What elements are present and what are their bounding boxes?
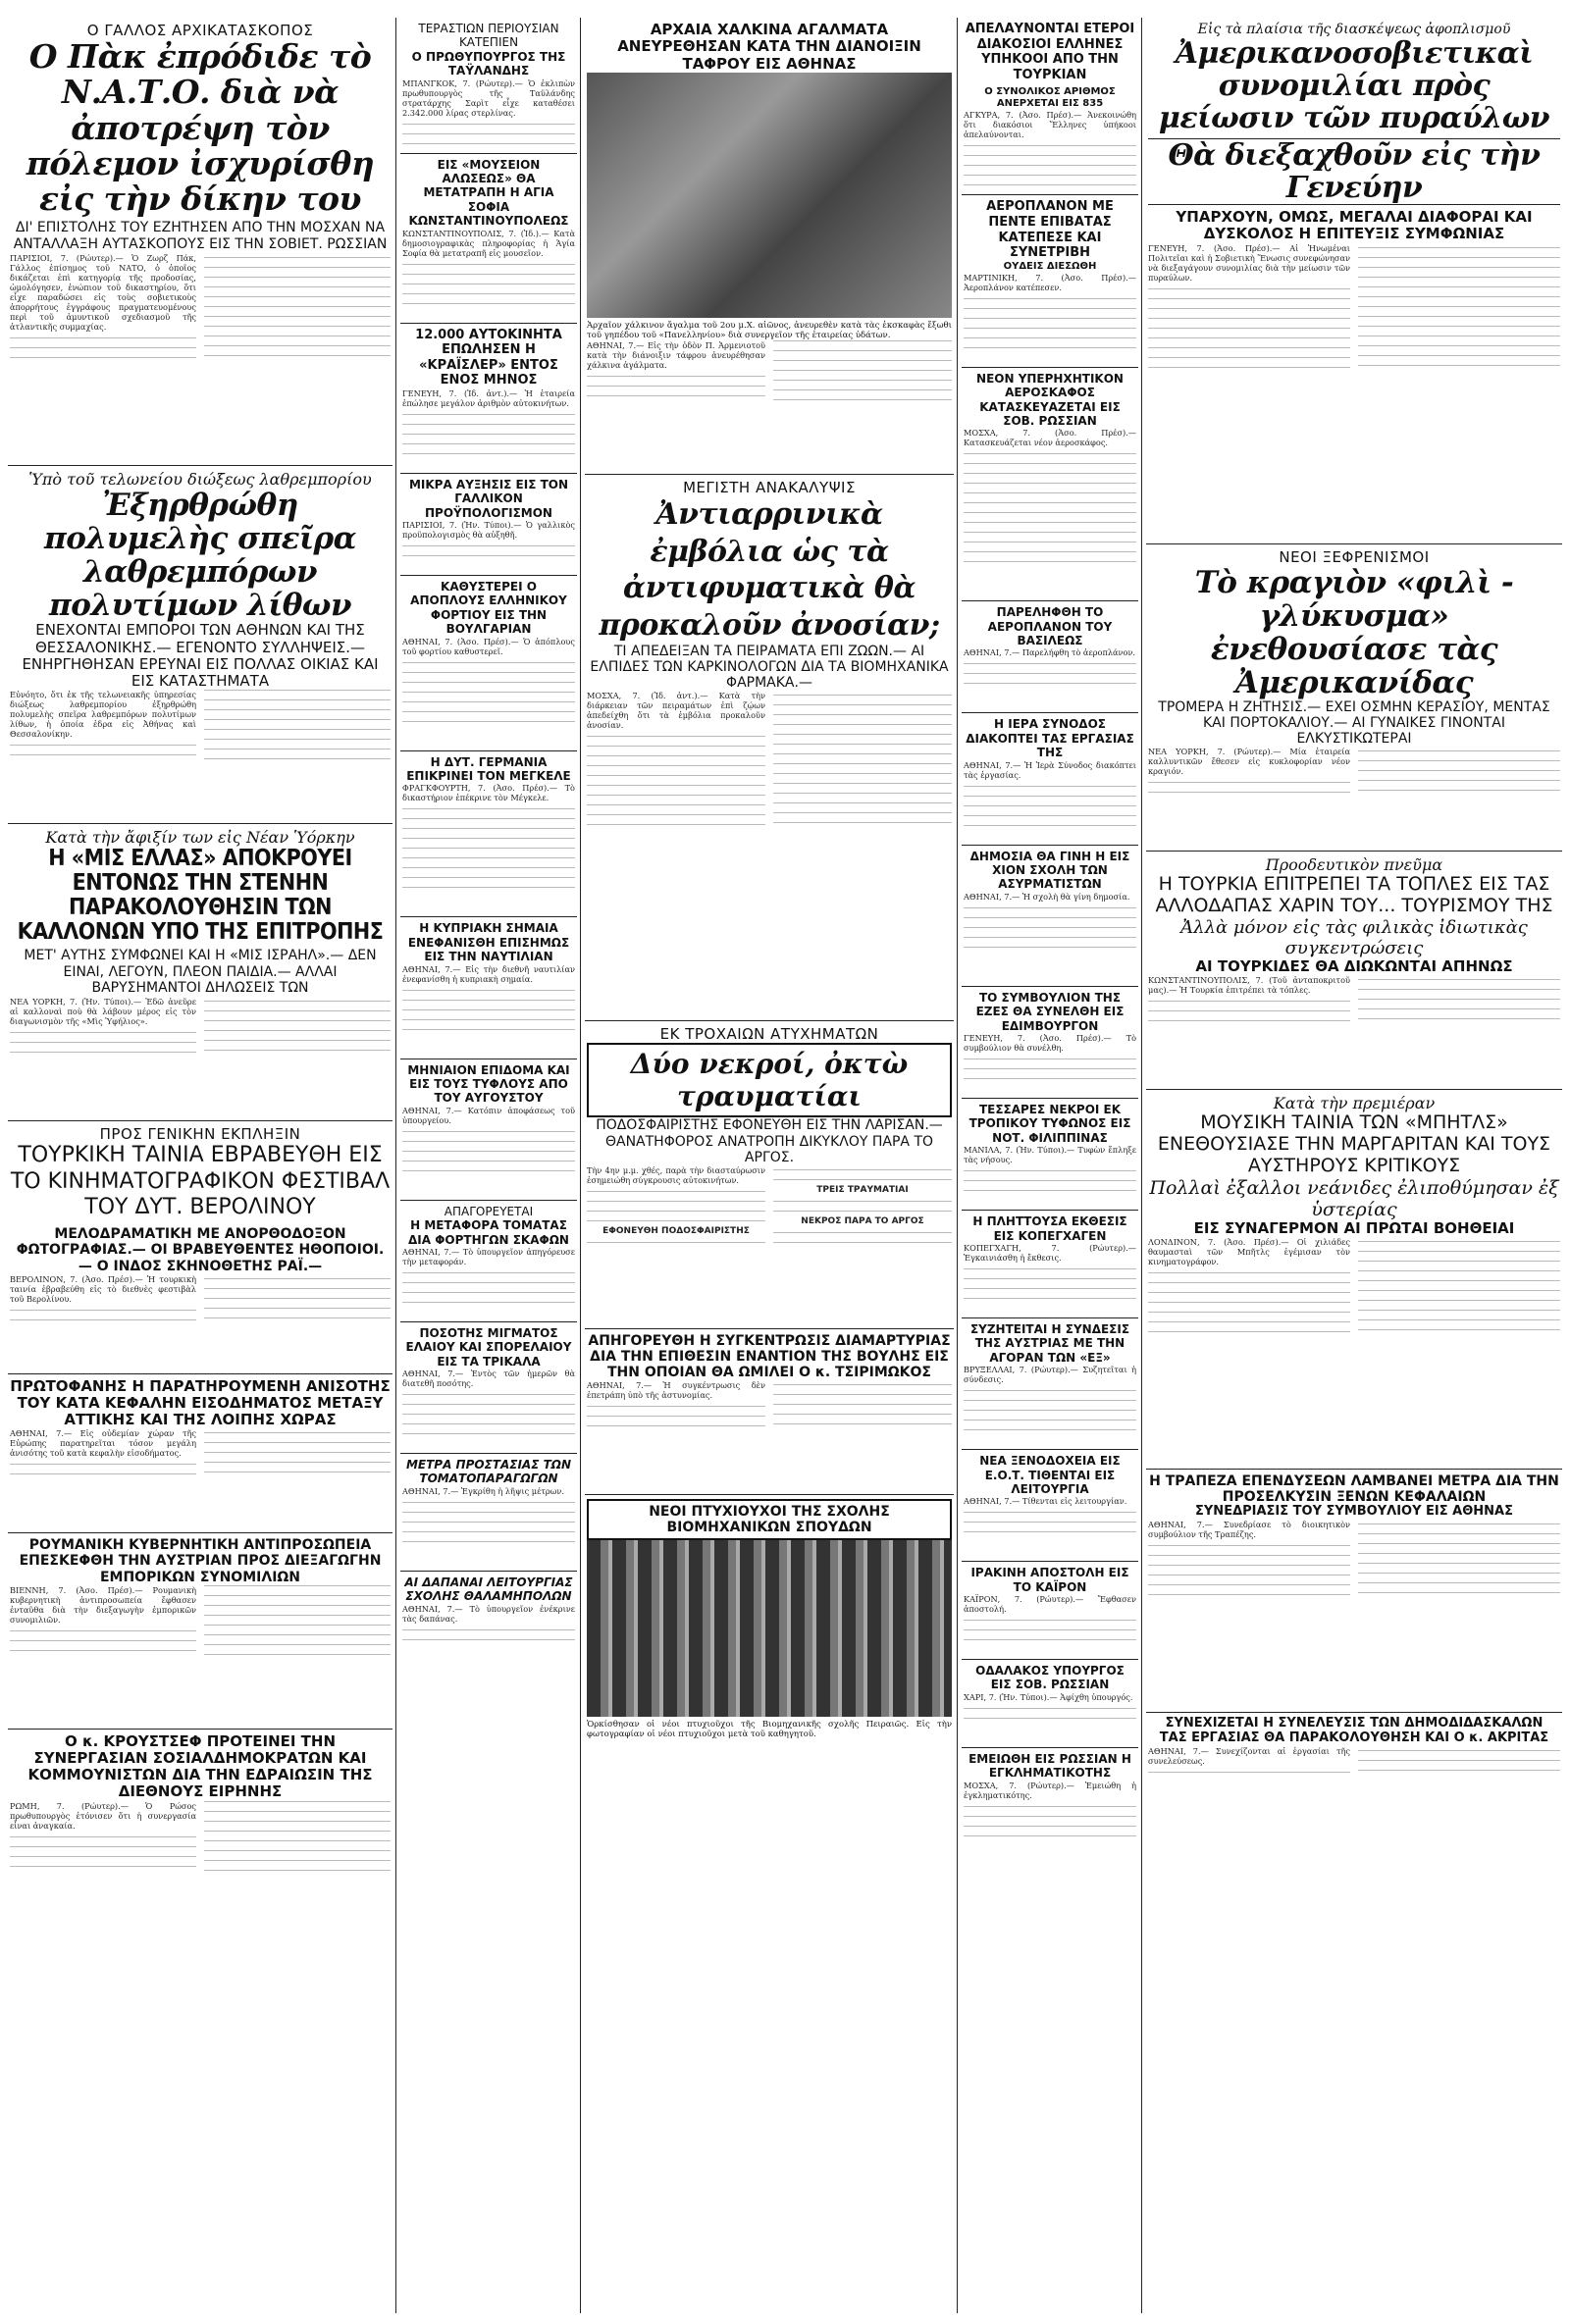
article-body: ΒΕΡΟΛΙΝΟΝ, 7. (Ἀσο. Πρέσ).— Ἡ τουρκικὴ ταινία ἐβραβεύθη εἰς τὸ διεθνὲς φεστιβὰλ τοῦ Βερολίνου.	[10, 1274, 391, 1368]
article-body: ΚΩΝΣΤΑΝΤΙΝΟΥΠΟΛΙΣ, 7. (Ἰδ.).— Κατὰ δημοσιογραφικὰς πληροφορίας ἡ Ἁγία Σοφία θὰ μετατραπῆ εἰς μουσεῖον.	[402, 229, 575, 317]
article-body: ΜΟΣΧΑ, 7. (Ἰδ. ἀντ.).— Κατὰ τὴν διάρκειαν τῶν πειραμάτων ἐπὶ ζῴων ἀπεδείχθη ὅτι τὰ ἐμβόλια προκαλοῦν ἀνοσίαν.	[587, 691, 952, 1014]
article-beatles	[1146, 1090, 1562, 1470]
article-body: Τὴν 4ην μ.μ. χθές, παρὰ τὴν διασταύρωσιν ἐσημειώθη σύγκρουσις αὐτοκινήτων. ΕΦΟΝΕΥΘΗ ΠΟΔΟΣΦΑΙΡΙΣΤΗΣ ΤΡΕΙΣ ΤΡΑΥΜΑΤΙΑΙ ΝΕΚΡΟΣ ΠΑΡΑ ΤΟ ΑΡΓΟΣ	[587, 1165, 952, 1322]
article-vaccines	[585, 475, 954, 1021]
column-1	[8, 18, 392, 1954]
headline: ΜΕΤΡΑ ΠΡΟΣΤΑΣΙΑΣ ΤΩΝ ΤΟΜΑΤΟΠΑΡΑΓΩΓΩΝ	[405, 1458, 572, 1486]
kicker: Ὑπὸ τοῦ τελωνείου διώξεως λαθρεμπορίου	[28, 470, 372, 490]
headline: ΕΙΣ «ΜΟΥΣΕΙΟΝ ΑΛΩΣΕΩΣ» ΘΑ ΜΕΤΑΤΡΑΠΗ Η ΑΓΙΑ ΣΟΦΙΑ ΚΩΝΣΤΑΝΤΙΝΟΥΠΟΛΕΩΣ	[408, 157, 569, 229]
column-rule	[580, 18, 581, 2313]
article-king-plane	[962, 601, 1138, 713]
article-parliament-protest	[585, 1329, 954, 1495]
article-body: ΜΠΑΝΓΚΟΚ, 7. (Ρώυτερ).— Ὁ ἐκλιπὼν πρωθυπουργὸς τῆς Ταϋλάνδης στρατάρχης Σαρὶτ εἶχε καταθέσει 2.342.000 λίρας στερλίνας.	[402, 78, 575, 147]
article-efta-council	[962, 987, 1138, 1099]
article-plane-crash	[962, 195, 1138, 367]
article-body: ΑΘΗΝΑΙ, 7.— Ἡ Ἱερὰ Σύνοδος διακόπτει τὰς ἐργασίας.	[964, 760, 1136, 839]
article-income	[8, 1374, 392, 1534]
article-typhoon	[962, 1099, 1138, 1211]
headline: Τὸ κραγιὸν «φιλὶ - γλύκυσμα» ἐνεθουσίασε τὰς Ἀμερικανίδας	[1194, 564, 1514, 700]
article-hagia-sophia	[400, 154, 577, 324]
kicker: Προοδευτικὸν πνεῦμα	[1265, 855, 1443, 875]
article-investment-bank	[1146, 1470, 1562, 1713]
headline: ΠΟΣΟΤΗΣ ΜΙΓΜΑΤΟΣ ΕΛΑΙΟΥ ΚΑΙ ΣΠΟΡΕΛΑΙΟΥ ΕΙΣ ΤΑ ΤΡΙΚΑΛΑ	[405, 1325, 572, 1369]
subheadline: ΠΟΔΟΣΦΑΙΡΙΣΤΗΣ ΕΦΟΝΕΥΘΗ ΕΙΣ ΤΗΝ ΛΑΡΙΣΑΝ.— ΘΑΝΑΤΗΦΟΡΟΣ ΑΝΑΤΡΟΠΗ ΔΙΚΥΚΛΟΥ ΠΑΡΑ ΤΟ ΑΡΓΟΣ.	[596, 1117, 943, 1165]
article-body: ΚΩΝΣΤΑΝΤΙΝΟΥΠΟΛΙΣ, 7. (Τοῦ ἀνταποκριτοῦ μας).— Ἡ Τουρκία ἐπιτρέπει τὰ τόπλες.	[1148, 975, 1560, 1083]
headline: ΡΟΥΜΑΝΙΚΗ ΚΥΒΕΡΝΗΤΙΚΗ ΑΝΤΙΠΡΟΣΩΠΕΙΑ ΕΠΕΣΚΕΦΘΗ ΤΗΝ ΑΥΣΤΡΙΑΝ ΠΡΟΣ ΔΙΕΞΑΓΩΓΗΝ ΕΜΠΟΡΙΚΩΝ ΣΥΝΟΜΙΛΙΩΝ	[19, 1537, 382, 1585]
article-smuggling	[8, 466, 392, 824]
subheadline: Ο ΣΥΝΟΛΙΚΟΣ ΑΡΙΘΜΟΣ ΑΝΕΡΧΕΤΑΙ ΕΙΣ 835	[984, 86, 1116, 110]
kicker: ΠΡΟΣ ΓΕΝΙΚΗΝ ΕΚΠΛΗΞΙΝ	[99, 1125, 301, 1144]
headline: Ο κ. ΚΡΟΥΣΤΣΕΦ ΠΡΟΤΕΙΝΕΙ ΤΗΝ ΣΥΝΕΡΓΑΣΙΑΝ ΣΟΣΙΑΛΔΗΜΟΚΡΑΤΩΝ ΚΑΙ ΚΟΜΜΟΥΝΙΣΤΩΝ ΔΙΑ ΤΗΝ ΕΔΡΑΙΩΣΙΝ ΤΗΣ ΔΙΕΘΝΟΥΣ ΕΙΡΗΝΗΣ	[27, 1731, 373, 1801]
article-body: ΑΘΗΝΑΙ, 7.— Εἰς οὐδεμίαν χώραν τῆς Εὐρώπης παρατηρεῖται τόσον μεγάλη ἀνισότης τοῦ κατὰ κεφαλὴν εἰσοδήματος.	[10, 1428, 391, 1526]
headline: ΜΟΥΣΙΚΗ ΤΑΙΝΙΑ ΤΩΝ «ΜΠΗΤΛΣ» ΕΝΕΘΟΥΣΙΑΣΕ ΤΗΝ ΜΑΡΓΑΡΙΤΑΝ ΚΑΙ ΤΟΥΣ ΑΥΣΤΗΡΟΥΣ ΚΡΙΤΙΚΟΥΣ	[1157, 1111, 1551, 1176]
headline: ΣΥΖΗΤΕΙΤΑΙ Η ΣΥΝΔΕΣΙΣ ΤΗΣ ΑΥΣΤΡΙΑΣ ΜΕ ΤΗΝ ΑΓΟΡΑΝ ΤΩΝ «ΕΞ»	[969, 1321, 1130, 1365]
article-body: ΑΘΗΝΑΙ, 7.— Τίθενται εἰς λειτουργίαν.	[964, 1496, 1136, 1555]
headline: ΑΕΡΟΠΛΑΝΟΝ ΜΕ ΠΕΝΤΕ ΕΠΙΒΑΤΑΣ ΚΑΤΕΠΕΣΕ ΚΑΙ ΣΥΝΕΤΡΙΒΗ	[986, 199, 1114, 261]
article-pak-nato	[8, 18, 392, 466]
article-body: ΜΟΣΧΑ, 7. (Ρώυτερ).— Ἐμειώθη ἡ ἐγκληματικότης.	[964, 1781, 1136, 1849]
article-lipstick	[1146, 544, 1562, 852]
article-body: ΑΘΗΝΑΙ, 7.— Τὸ ὑπουργεῖον ἐνέκρινε τὰς δαπάνας.	[402, 1604, 575, 1653]
subheadline: ΔΙ' ΕΠΙΣΤΟΛΗΣ ΤΟΥ ΕΖΗΤΗΣΕΝ ΑΠΟ ΤΗΝ ΜΟΣΧΑΝ ΝΑ ΑΝΤΑΛΛΑΞΗ ΑΥΤΑΣΚΟΠΟΥΣ ΕΙΣ ΤΗΝ ΣΟΒΙΕΤ. ΡΩΣΣΙΑΝ	[13, 220, 388, 253]
article-body: ΑΘΗΝΑΙ, 7.— Εἰς τὴν διεθνῆ ναυτιλίαν ἐνεφανίσθη ἡ κυπριακὴ σημαία.	[402, 964, 575, 1053]
article-body: ΑΘΗΝΑΙ, 7.— Εἰς τὴν ὁδὸν Π. Ἀρμενιοτοῦ κατὰ τὴν διάνοιξιν τάφρου ἀνευρέθησαν χάλκινα ἀγάλματα.	[587, 340, 952, 468]
headline: ΝΕΟΝ ΥΠΕΡΗΧΗΤΙΚΟΝ ΑΕΡΟΣΚΑΦΟΣ ΚΑΤΑΣΚΕΥΑΖΕΤΑΙ ΕΙΣ ΣΟΒ. ΡΩΣΣΙΑΝ	[976, 371, 1124, 428]
article-body: ΠΑΡΙΣΙΟΙ, 7. (Ἡν. Τύποι).— Ὁ γαλλικὸς προϋπολογισμὸς θὰ αὐξηθῆ.	[402, 520, 575, 569]
article-body: ΒΙΕΝΝΗ, 7. (Ἀσο. Πρέσ).— Ρουμανικὴ κυβερνητικὴ ἀντιπροσωπεία ἔφθασεν ἐνταῦθα διὰ τὴν διεξαγωγὴν ἐμπορικῶν συνομιλιῶν.	[10, 1585, 391, 1723]
headline: ΑΠΗΓΟΡΕΥΘΗ Η ΣΥΓΚΕΝΤΡΩΣΙΣ ΔΙΑΜΑΡΤΥΡΙΑΣ ΔΙΑ ΤΗΝ ΕΠΙΘΕΣΙΝ ΕΝΑΝΤΙΟΝ ΤΗΣ ΒΟΥΛΗΣ ΕΙΣ ΤΗΝ ΟΠΟΙΑΝ ΘΑ ΩΜΙΛΕΙ Ο κ. ΤΣΙΡΙΜΩΚΟΣ	[588, 1332, 951, 1380]
article-body: ΝΕΑ ΥΟΡΚΗ, 7. (Ἡν. Τύποι).— Ἐδῶ ἀνεῦρε αἱ καλλοναὶ ποὺ θὰ λάβουν μέρος εἰς τὸν διαγωνισμὸν τῆς «Μὶς Ὑφήλιος».	[10, 997, 391, 1114]
subheadline: ΤΑΣ ΕΡΓΑΣΙΑΣ ΘΑ ΠΑΡΑΚΟΛΟΥΘΗΣΗ ΚΑΙ Ο κ. ΑΚΡΙΤΑΣ	[1159, 1730, 1549, 1745]
headline: ΝΕΑ ΞΕΝΟΔΟΧΕΙΑ ΕΙΣ Ε.Ο.Τ. ΤΙΘΕΝΤΑΙ ΕΙΣ ΛΕΙΤΟΥΡΓΙΑ	[979, 1454, 1121, 1496]
kicker: ΕΚ ΤΡΟΧΑΙΩΝ ΑΤΥΧΗΜΑΤΩΝ	[659, 1025, 879, 1044]
headline: ΠΑΡΕΛΗΦΘΗ ΤΟ ΑΕΡΟΠΛΑΝΟΝ ΤΟΥ ΒΑΣΙΛΕΩΣ	[987, 605, 1113, 648]
column-rule	[395, 18, 396, 2313]
article-body: ΒΡΥΞΕΛΛΑΙ, 7. (Ρώυτερ).— Συζητεῖται ἡ σύνδεσις.	[964, 1365, 1136, 1443]
article-body: ΓΕΝΕΥΗ, 7. (Ἀσο. Πρέσ).— Τὸ συμβούλιον θὰ συνέλθη.	[964, 1033, 1136, 1092]
headline-secondary: Θὰ διεξαχθοῦν εἰς τὴν Γενεύην	[1148, 138, 1560, 205]
kicker: Εἰς τὰ πλαίσια τῆς διασκέψεως ἀφοπλισμοῦ	[1197, 22, 1511, 37]
article-body: ΛΟΝΔΙΝΟΝ, 7. (Ἀσο. Πρέσ).— Οἱ χιλιάδες θαυμασταὶ τῶν Μπῆτλς ἐγέμισαν τὸν κινηματογράφον.	[1148, 1237, 1560, 1463]
headline: ΤΟΥΡΚΙΚΗ ΤΑΙΝΙΑ ΕΒΡΑΒΕΥΘΗ ΕΙΣ ΤΟ ΚΙΝΗΜΑΤΟΓΡΑΦΙΚΟΝ ΦΕΣΤΙΒΑΛ ΤΟΥ ΔΥΤ. ΒΕΡΟΛΙΝΟΥ	[10, 1143, 391, 1219]
headline: ΠΡΩΤΟΦΑΝΗΣ Η ΠΑΡΑΤΗΡΟΥΜΕΝΗ ΑΝΙΣΟΤΗΣ ΤΟΥ ΚΑΤΑ ΚΕΦΑΛΗΝ ΕΙΣΟΔΗΜΑΤΟΣ ΜΕΤΑΞΥ ΑΤΤΙΚΗΣ ΚΑΙ ΤΗΣ ΛΟΙΠΗΣ ΧΩΡΑΣ	[10, 1376, 391, 1429]
headline: ΣΥΝΕΧΙΖΕΤΑΙ Η ΣΥΝΕΛΕΥΣΙΣ ΤΩΝ ΔΗΜΟΔΙΔΑΣΚΑΛΩΝ	[1165, 1716, 1544, 1730]
article-body: ΑΘΗΝΑΙ, 7.— Ἐντὸς τῶν ἡμερῶν θὰ διατεθῆ ποσότης.	[402, 1369, 575, 1447]
article-hotels	[962, 1450, 1138, 1562]
headline: Η ΤΟΥΡΚΙΑ ΕΠΙΤΡΕΠΕΙ ΤΑ ΤΟΠΛΕΣ ΕΙΣ ΤΑΣ ΑΛΛΟΔΑΠΑΣ ΧΑΡΙΝ ΤΟΥ... ΤΟΥΡΙΣΜΟΥ ΤΗΣ	[1155, 873, 1553, 916]
subheadline: ΥΠΑΡΧΟΥΝ, ΟΜΩΣ, ΜΕΓΑΛΑΙ ΔΙΑΦΟΡΑΙ ΚΑΙ ΔΥΣΚΟΛΟΣ Η ΕΠΙΤΕΥΞΙΣ ΣΥΜΦΩΝΙΑΣ	[1176, 208, 1533, 243]
article-chrysler	[400, 324, 577, 474]
headline: ΔΗΜΟΣΙΑ ΘΑ ΓΙΝΗ Η ΕΙΣ ΧΙΟΝ ΣΧΟΛΗ ΤΩΝ ΑΣΥΡΜΑΤΙΣΤΩΝ	[969, 849, 1130, 892]
article-supersonic	[962, 368, 1138, 602]
article-cyprus-flag	[400, 917, 577, 1059]
article-expulsions	[962, 18, 1138, 195]
article-thailand	[400, 18, 577, 154]
article-topless	[1146, 852, 1562, 1090]
headline: ΝΕΟΙ ΠΤΥΧΙΟΥΧΟΙ ΤΗΣ ΣΧΟΛΗΣ ΒΙΟΜΗΧΑΝΙΚΩΝ ΣΠΟΥΔΩΝ	[587, 1499, 952, 1540]
kicker: Κατὰ τὴν πρεμιέραν	[1273, 1094, 1436, 1113]
article-missile-talks	[1146, 18, 1562, 544]
article-holy-synod	[962, 713, 1138, 845]
subheadline-secondary: ΑΙ ΤΟΥΡΚΙΔΕΣ ΘΑ ΔΙΩΚΩΝΤΑΙ ΑΠΗΝΩΣ	[1195, 956, 1513, 975]
article-body: ΠΑΡΙΣΙΟΙ, 7. (Ρώυτερ).— Ὁ Ζωρζ Πάκ, Γάλλος ἐπίσημος τοῦ ΝΑΤΟ, ὁ ὁποῖος δικάζεται ἐπὶ κατηγορίᾳ τῆς προδοσίας, ὡμολόγησεν, ἐνώπιον τοῦ δικαστηρίου, ὅτι εἶχε παραδώσει εἰς τοὺς σοβιετικοὺς ἀπορρήτους ἐγγράφους πραγματευομένους περὶ τοῦ ἀμυντικοῦ σχεδιασμοῦ τῆς ἀτλαντικῆς συμμαχίας.	[10, 253, 391, 459]
article-chios-school	[962, 846, 1138, 987]
kicker: ΑΠΑΓΟΡΕΥΕΤΑΙ	[444, 1204, 534, 1218]
article-body: ΧΑΡΙ, 7. (Ἡν. Τύποι).— Ἀφίχθη ὑπουργός.	[964, 1692, 1136, 1741]
article-body: ΑΘΗΝΑΙ, 7. (Ἀσο. Πρέσ).— Ὁ ἀπόπλους τοῦ φορτίου καθυστερεῖ.	[402, 637, 575, 745]
subheadline-secondary: ΕΙΣ ΣΥΝΑΓΕΡΜΟΝ ΑΙ ΠΡΩΤΑΙ ΒΟΗΘΕΙΑΙ	[1193, 1218, 1515, 1237]
column-2	[400, 18, 577, 1659]
article-body: ΡΩΜΗ, 7. (Ρώυτερ).— Ὁ Ρώσος πρωθυπουργὸς ἐτόνισεν ὅτι ἡ συνεργασία εἶναι ἀναγκαία.	[10, 1801, 391, 1948]
graduates-photo	[587, 1540, 952, 1717]
article-tomato-ban	[400, 1201, 577, 1322]
article-graduates	[585, 1495, 954, 1745]
headline: ΙΡΑΚΙΝΗ ΑΠΟΣΤΟΛΗ ΕΙΣ ΤΟ ΚΑΪΡΟΝ	[970, 1566, 1129, 1594]
subheadline: ΜΕΤ' ΑΥΤΗΣ ΣΥΜΦΩΝΕΙ ΚΑΙ Η «ΜΙΣ ΙΣΡΑΗΛ».— ΔΕΝ ΕΙΝΑΙ, ΛΕΓΟΥΝ, ΠΛΕΟΝ ΠΑΙΔΙΑ.— ΑΛΛΑΙ ΒΑΡΥΣΗΜΑΝΤΟΙ ΔΗΛΩΣΕΙΣ ΤΩΝ	[24, 947, 377, 997]
article-romania	[8, 1533, 392, 1729]
article-body: ΑΘΗΝΑΙ, 7.— Ἐγκρίθη ἡ λῆψις μέτρων.	[402, 1486, 575, 1565]
subheadline: Ἀλλὰ μόνον εἰς τὰς φιλικὰς ἰδιωτικὰς συγκεντρώσεις	[1180, 916, 1528, 958]
headline: 12.000 ΑΥΤΟΚΙΝΗΤΑ ΕΠΩΛΗΣΕΝ Η «ΚΡΑΪΣΛΕΡ» ΕΝΤΟΣ ΕΝΟΣ ΜΗΝΟΣ	[415, 327, 562, 388]
kicker: Κατὰ τὴν ἄφιξίν των εἰς Νέαν Ὑόρκην	[45, 828, 355, 848]
article-french-budget	[400, 474, 577, 576]
headline: Η ΙΕΡΑ ΣΥΝΟΔΟΣ ΔΙΑΚΟΠΤΕΙ ΤΑΣ ΕΡΓΑΣΙΑΣ ΤΗΣ	[966, 717, 1134, 760]
subheadline: ΣΥΝΕΔΡΙΑΣΙΣ ΤΟΥ ΣΥΜΒΟΥΛΙΟΥ ΕΙΣ ΑΘΗΝΑΣ	[1195, 1504, 1513, 1520]
headline: ΑΙ ΔΑΠΑΝΑΙ ΛΕΙΤΟΥΡΓΙΑΣ ΣΧΟΛΗΣ ΘΑΛΑΜΗΠΟΛΩΝ	[404, 1575, 573, 1604]
article-blind-allowance	[400, 1059, 577, 1201]
article-road-accidents	[585, 1021, 954, 1328]
headline: Ο Πὰκ ἐπρόδιδε τὸ Ν.Α.Τ.Ο. διὰ νὰ ἀποτρέψη τὸν πόλεμον ἰσχυρίσθη εἰς τὴν δίκην του	[26, 37, 375, 219]
article-body: ΜΑΡΤΙΝΙΚΗ, 7. (Ἀσο. Πρέσ).— Ἀεροπλάνον κατέπεσεν.	[964, 273, 1136, 361]
article-body: ΑΘΗΝΑΙ, 7.— Ἡ σχολὴ θὰ γίνη δημοσία.	[964, 892, 1136, 980]
headline: ΜΗΝΙΑΙΟΝ ΕΠΙΔΟΜΑ ΚΑΙ ΕΙΣ ΤΟΥΣ ΤΥΦΛΟΥΣ ΑΠΟ ΤΟΥ ΑΥΓΟΥΣΤΟΥ	[407, 1062, 570, 1106]
article-bronze-statues	[585, 18, 954, 475]
headline: Δύο νεκροί, ὀκτὼ τραυματίαι	[587, 1043, 952, 1117]
article-teachers	[1146, 1713, 1562, 1821]
article-body: ΜΑΝΙΛΑ, 7. (Ἡν. Τύποι).— Τυφὼν ἔπληξε τὰς νήσους.	[964, 1145, 1136, 1204]
kicker: ΜΕΓΙΣΤΗ ΑΝΑΚΑΛΥΨΙΣ	[683, 479, 856, 497]
article-body: ΑΓΚΥΡΑ, 7. (Ἀσο. Πρέσ).— Ἀνεκοινώθη ὅτι διακόσιοι Ἕλληνες ὑπήκοοι ἀπελαύνονται.	[964, 110, 1136, 188]
article-bulgaria-cargo	[400, 576, 577, 751]
article-iraqi-mission	[962, 1562, 1138, 1660]
kicker: ΤΕΡΑΣΤΙΩΝ ΠΕΡΙΟΥΣΙΑΝ ΚΑΤΕΠΙΕΝ	[418, 22, 559, 50]
article-body: ΝΕΑ ΥΟΡΚΗ, 7. (Ρώυτερ).— Μία ἑταιρεία καλλυντικῶν ἔθεσεν εἰς κυκλοφορίαν νέον κραγιόν.	[1148, 747, 1560, 845]
headline: Ἐξηρθρώθη πολυμελὴς σπεῖρα λαθρεμπόρων πολυτίμων λίθων	[44, 488, 356, 624]
headline: Ἀντιαρρινικὰ ἐμβόλια ὡς τὰ ἀντιφυματικὰ θὰ προκαλοῦν ἀνοσίαν;	[599, 497, 940, 643]
headline: ΑΠΕΛΑΥΝΟΝΤΑΙ ΕΤΕΡΟΙ ΔΙΑΚΟΣΙΟΙ ΕΛΛΗΝΕΣ ΥΠΗΚΟΟΙ ΑΠΟ ΤΗΝ ΤΟΥΡΚΙΑΝ	[965, 22, 1135, 82]
article-tomato-producers	[400, 1454, 577, 1572]
headline: Ἀμερικανοσοβιετικαὶ συνομιλίαι πρὸς μείωσιν τῶν πυραύλων	[1158, 36, 1550, 135]
article-school-expenses	[400, 1572, 577, 1659]
headline: ΤΟ ΣΥΜΒΟΥΛΙΟΝ ΤΗΣ ΕΖΕΣ ΘΑ ΣΥΝΕΛΘΗ ΕΙΣ ΕΔΙΜΒΟΥΡΓΟΝ	[975, 990, 1125, 1033]
article-body: ΑΘΗΝΑΙ, 7.— Κατόπιν ἀποφάσεως τοῦ ὑπουργείου.	[402, 1106, 575, 1194]
headline: Ο ΠΡΩΘΥΠΟΥΡΓΟΣ ΤΗΣ ΤΑΫΛΑΝΔΗΣ	[411, 49, 566, 78]
subheadline: ΕΝΕΧΟΝΤΑΙ ΕΜΠΟΡΟΙ ΤΩΝ ΑΘΗΝΩΝ ΚΑΙ ΤΗΣ ΘΕΣΣΑΛΟΝΙΚΗΣ.— ΕΓΕΝΟΝΤΟ ΣΥΛΛΗΨΕΙΣ.— ΕΝΗΡΓΗΘΗΣΑΝ ΕΡΕΥΝΑΙ ΕΙΣ ΠΟΛΛΑΣ ΟΙΚΙΑΣ ΚΑΙ ΕΙΣ ΚΑΤΑΣΤΗΜΑΤΑ	[22, 621, 379, 691]
article-miss-hellas	[8, 824, 392, 1121]
article-crime-ussr	[962, 1748, 1138, 1855]
subheadline: ΤΙ ΑΠΕΔΕΙΞΑΝ ΤΑ ΠΕΙΡΑΜΑΤΑ ΕΠΙ ΖΩΩΝ.— ΑΙ ΕΛΠΙΔΕΣ ΤΩΝ ΚΑΡΚΙΝΟΛΟΓΩΝ ΔΙΑ ΤΑ ΒΙΟΜΗΧΑΝΙΚΑ ΦΑΡΜΑΚΑ.—	[590, 644, 949, 692]
kicker: ΝΕΟΙ ΞΕΦΡΕΝΙΣΜΟΙ	[1279, 547, 1430, 566]
article-khrushchev	[8, 1730, 392, 1954]
column-rule	[1141, 18, 1142, 2313]
subheadline: ΤΡΟΜΕΡΑ Η ΖΗΤΗΣΙΣ.— ΕΧΕΙ ΟΣΜΗΝ ΚΕΡΑΣΙΟΥ, ΜΕΝΤΑΣ ΚΑΙ ΠΟΡΤΟΚΑΛΙΟΥ.— ΑΙ ΓΥΝΑΙΚΕΣ ΓΙΝΟΝΤΑΙ ΕΛΚΥΣΤΙΚΩΤΕΡΑΙ	[1158, 698, 1550, 748]
headline: Η ΤΡΑΠΕΖΑ ΕΠΕΝΔΥΣΕΩΝ ΛΑΜΒΑΝΕΙ ΜΕΤΡΑ ΔΙΑ ΤΗΝ ΠΡΟΣΕΛΚΥΣΙΝ ΞΕΝΩΝ ΚΕΦΑΛΑΙΩΝ	[1149, 1472, 1559, 1505]
article-turkish-film	[8, 1121, 392, 1373]
article-body: ΦΡΑΓΚΦΟΥΡΤΗ, 7. (Ἀσο. Πρέσ).— Τὸ δικαστήριον ἐπέκρινε τὸν Μέγκελε.	[402, 783, 575, 910]
article-body: ΓΕΝΕΥΗ, 7. (Ἀσο. Πρέσ).— Αἱ Ἡνωμέναι Πολιτεῖαι καὶ ἡ Σοβιετικὴ Ἕνωσις συνεφώνησαν νὰ διεξαγάγουν συνομιλίας διὰ τὴν μείωσιν τῶν πυραύλων.	[1148, 243, 1560, 538]
kicker: Ο ΓΑΛΛΟΣ ΑΡΧΙΚΑΤΑΣΚΟΠΟΣ	[86, 22, 314, 39]
subheadline: Πολλαὶ ἐξαλλοι νεάνιδες ἐλιποθύμησαν ἐξ ὑστερίας	[1149, 1176, 1559, 1220]
article-body: Εὐνόητο, ὅτι ἐκ τῆς τελωνειακῆς ὑπηρεσίας διώξεως λαθρεμπορίου ἐξηρθρώθη πολυμελὴς σπεῖρα λαθρεμπόρων πολυτίμων λίθων, ἡ ὁποία ἐδρα εἰς Ἀθήνας καὶ Θεσσαλονίκην.	[10, 690, 391, 817]
headline: Η «ΜΙΣ ΕΛΛΑΣ» ΑΠΟΚΡΟΥΕΙ ΕΝΤΟΝΩΣ ΤΗΝ ΣΤΕΝΗΝ ΠΑΡΑΚΟΛΟΥΘΗΣΙΝ ΤΩΝ ΚΑΛΛΟΝΩΝ ΥΠΟ ΤΗΣ ΕΠΙΤΡΟΠΗΣ	[17, 846, 384, 945]
photo-caption: Ἀρχαῖον χάλκινον ἄγαλμα τοῦ 2ου μ.Χ. αἰῶνος, ἀνευρεθὲν κατὰ τὰς ἐκσκαφὰς ἔξωθι τοῦ γηπέδου τοῦ «Πανελληνίου» διὰ συνεργεῖον τῆς ἑταιρείας ὑδάτων.	[587, 320, 952, 340]
headline: ΕΜΕΙΩΘΗ ΕΙΣ ΡΩΣΣΙΑΝ Η ΕΓΚΛΗΜΑΤΙΚΟΤΗΣ	[968, 1751, 1131, 1781]
headline: Η ΜΕΤΑΦΟΡΑ ΤΟΜΑΤΑΣ ΔΙΑ ΦΟΡΤΗΓΩΝ ΣΚΑΦΩΝ	[408, 1218, 569, 1247]
headline: Η ΔΥΤ. ΓΕΡΜΑΝΙΑ ΕΠΙΚΡΙΝΕΙ ΤΟΝ ΜΕΓΚΕΛΕ	[406, 754, 571, 784]
subheadline: ΟΥΔΕΙΣ ΔΙΕΣΩΘΗ	[1003, 260, 1097, 272]
headline: ΟΔΑΛΑΚΟΣ ΥΠΟΥΡΓΟΣ ΕΙΣ ΣΟΒ. ΡΩΣΣΙΑΝ	[975, 1664, 1125, 1692]
article-body: ΑΘΗΝΑΙ, 7.— Συνεχίζονται αἱ ἐργασίαι τῆς συνελεύσεως.	[1148, 1746, 1560, 1815]
article-minister-ussr	[962, 1660, 1138, 1748]
statues-photo	[587, 73, 952, 318]
article-austria-efta	[962, 1318, 1138, 1450]
headline: ΑΡΧΑΙΑ ΧΑΛΚΙΝΑ ΑΓΑΛΜΑΤΑ ΑΝΕΥΡΕΘΗΣΑΝ ΚΑΤΑ ΤΗΝ ΔΙΑΝΟΙΞΙΝ ΤΑΦΡΟΥ ΕΙΣ ΑΘΗΝΑΣ	[617, 21, 921, 73]
article-body: ΚΑΪΡΟΝ, 7. (Ρώυτερ).— Ἔφθασεν ἀποστολή.	[964, 1594, 1136, 1653]
article-mengele	[400, 751, 577, 918]
article-body: ΑΘΗΝΑΙ, 7.— Τὸ ὑπουργεῖον ἀπηγόρευσε τὴν μεταφοράν.	[402, 1247, 575, 1316]
subheadline: ΜΕΛΟΔΡΑΜΑΤΙΚΗ ΜΕ ΑΝΟΡΘΟΔΟΞΟΝ ΦΩΤΟΓΡΑΦΙΑΣ.— ΟΙ ΒΡΑΒΕΥΘΕΝΤΕΣ ΗΘΟΠΟΙΟΙ.— Ο ΙΝΔΟΣ ΣΚΗΝΟΘΕΤΗΣ ΡΑΪ.—	[16, 1226, 385, 1274]
article-body: ΓΕΝΕΥΗ, 7. (Ἰδ. ἀντ.).— Ἡ ἑταιρεία ἐπώλησε μεγάλον ἀριθμὸν αὐτοκινήτων.	[402, 388, 575, 467]
article-body: ΑΘΗΝΑΙ, 7.— Ἡ συγκέντρωσις δὲν ἐπετράπη ὑπὸ τῆς ἀστυνομίας.	[587, 1380, 952, 1488]
article-body: ΑΘΗΝΑΙ, 7.— Συνεδρίασε τὸ διοικητικὸν συμβούλιον τῆς Τραπέζης.	[1148, 1520, 1560, 1706]
article-oil-mix	[400, 1322, 577, 1454]
article-copenhagen	[962, 1211, 1138, 1318]
article-body: ΚΟΠΕΓΧΑΓΗ, 7. (Ρώυτερ).— Ἐγκαινιάσθη ἡ ἔκθεσις.	[964, 1243, 1136, 1312]
column-rule	[957, 18, 958, 2313]
column-5	[1146, 18, 1562, 1821]
headline: ΤΕΣΣΑΡΕΣ ΝΕΚΡΟΙ ΕΚ ΤΡΟΠΙΚΟΥ ΤΥΦΩΝΟΣ ΕΙΣ ΝΟΤ. ΦΙΛΙΠΠΙΝΑΣ	[968, 1103, 1131, 1145]
column-4	[962, 18, 1138, 1855]
headline: ΚΑΘΥΣΤΕΡΕΙ Ο ΑΠΟΠΛΟΥΣ ΕΛΛΗΝΙΚΟΥ ΦΟΡΤΙΟΥ ΕΙΣ ΤΗΝ ΒΟΥΛΓΑΡΙΑΝ	[410, 580, 567, 637]
article-body: ΑΘΗΝΑΙ, 7.— Παρελήφθη τὸ ἀεροπλάνον.	[964, 647, 1136, 706]
headline: ΜΙΚΡΑ ΑΥΞΗΣΙΣ ΕΙΣ ΤΟΝ ΓΑΛΛΙΚΟΝ ΠΡΟΫΠΟΛΟΓΙΣΜΟΝ	[408, 477, 569, 520]
photo-caption: Ὁρκίσθησαν οἱ νέοι πτυχιοῦχοι τῆς Βιομηχανικῆς σχολῆς Πειραιῶς. Εἰς τὴν φωτογραφίαν οἱ νέοι πτυχιοῦχοι μετὰ τοῦ καθηγητοῦ.	[587, 1719, 952, 1740]
article-body: ΜΟΣΧΑ, 7. (Ἀσο. Πρέσ).— Κατασκευάζεται νέον ἀεροσκάφος.	[964, 428, 1136, 594]
column-3	[585, 18, 954, 1745]
headline: Η ΚΥΠΡΙΑΚΗ ΣΗΜΑΙΑ ΕΝΕΦΑΝΙΣΘΗ ΕΠΙΣΗΜΩΣ ΕΙΣ ΤΗΝ ΝΑΥΤΙΛΙΑΝ	[407, 921, 570, 964]
headline: Η ΠΛΗΤΤΟΥΣΑ ΕΚΘΕΣΙΣ ΕΙΣ ΚΟΠΕΓΧΑΓΕΝ	[972, 1214, 1127, 1243]
